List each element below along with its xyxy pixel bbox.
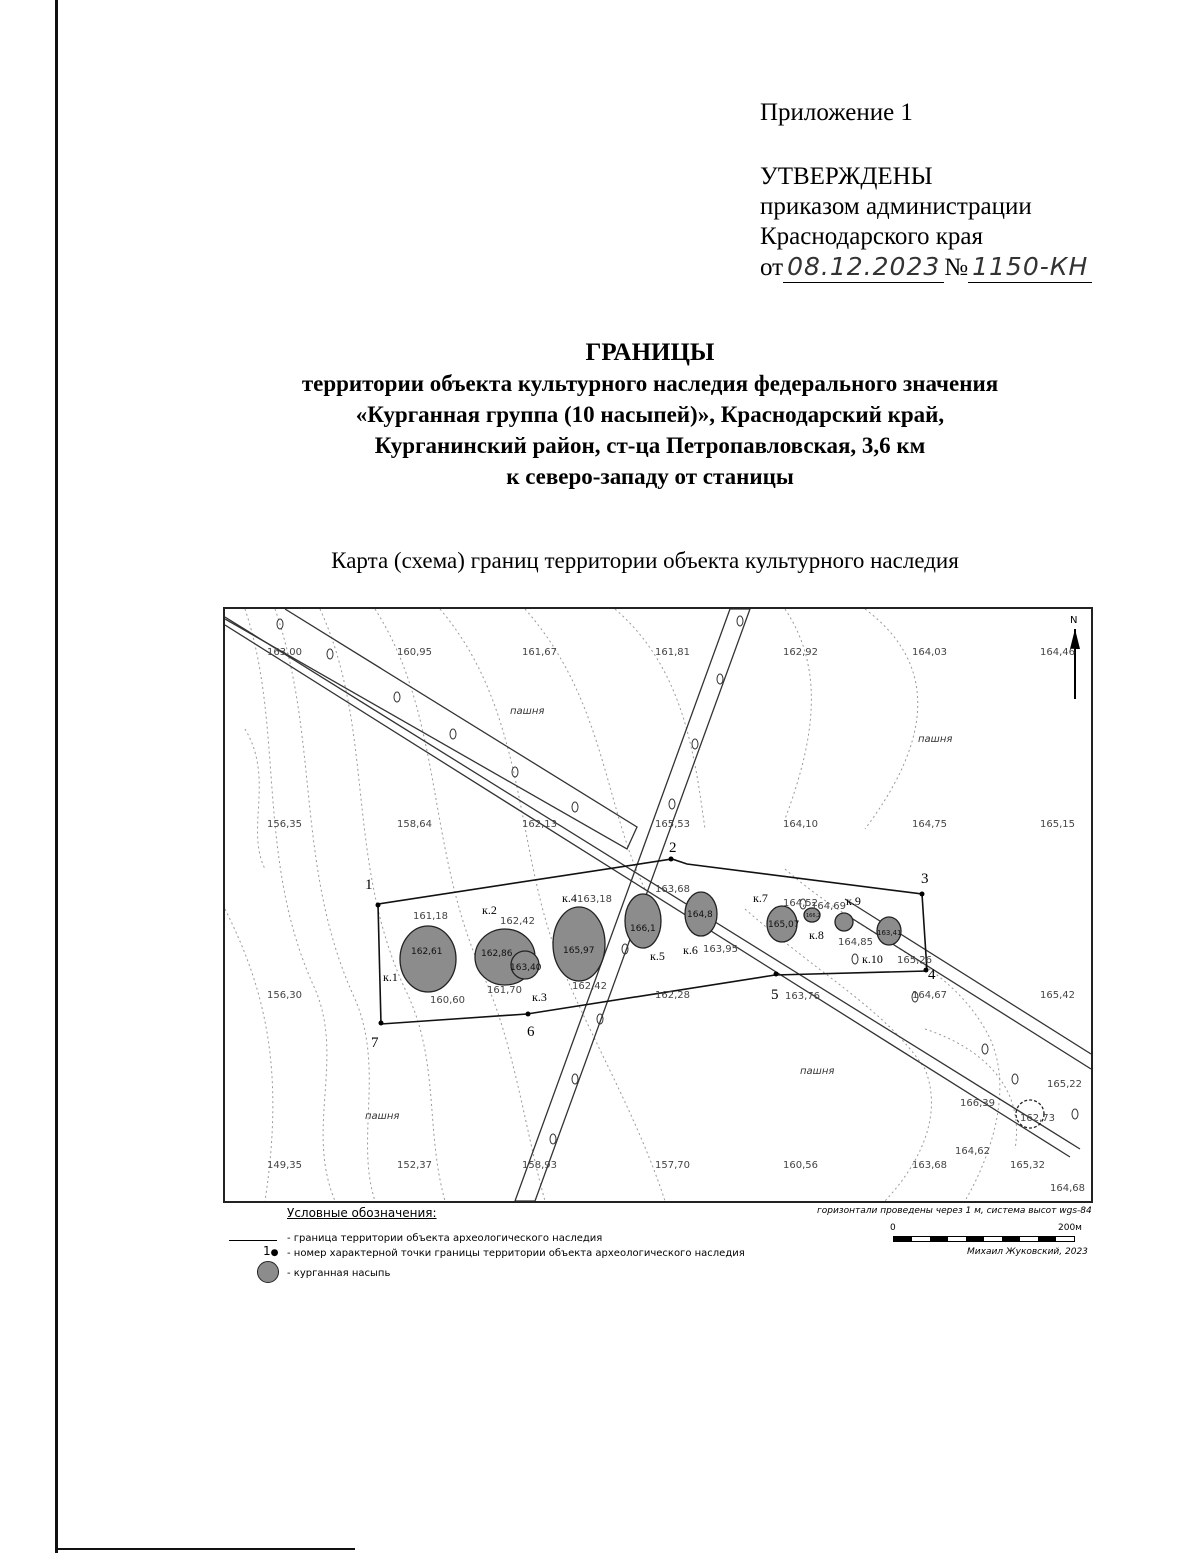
mound-label: к.5 bbox=[650, 949, 665, 963]
mound-height: 162,86 bbox=[481, 949, 513, 959]
mound-label: к.7 bbox=[753, 891, 768, 905]
point-number: 6 bbox=[527, 1024, 535, 1040]
mound-label: к.9 bbox=[846, 894, 861, 908]
legend-point-symbol: 1● bbox=[263, 1244, 279, 1258]
elevation-label: 166,39 bbox=[960, 1098, 995, 1109]
elevation-label: 164,68 bbox=[1050, 1183, 1085, 1194]
elevation-label: 165,15 bbox=[1040, 819, 1075, 830]
legend-title: Условные обозначения: bbox=[287, 1206, 437, 1220]
approved-by-label: приказом администрации bbox=[760, 193, 1032, 220]
map-source-note: горизонтали проведены через 1 м, система высот wgs-84 bbox=[817, 1206, 1092, 1216]
legend-boundary-text: - граница территории объекта археологического наследия bbox=[287, 1233, 603, 1244]
elevation-label: 157,70 bbox=[655, 1160, 690, 1171]
title-line-1: территории объекта культурного наследия федерального значения bbox=[301, 371, 999, 396]
mound-9 bbox=[835, 913, 853, 931]
point-number: 3 bbox=[921, 871, 929, 887]
elevation-label: 164,62 bbox=[955, 1146, 990, 1157]
scan-bottom-edge bbox=[55, 1548, 355, 1550]
elevation-label: 156,30 bbox=[267, 990, 302, 1001]
elevation-label: 163,68 bbox=[655, 884, 690, 895]
map-legend bbox=[225, 1206, 1125, 1296]
elevation-label: 165,42 bbox=[1040, 990, 1075, 1001]
elevation-label: 152,37 bbox=[397, 1160, 432, 1171]
elevation-label: 158,93 bbox=[522, 1160, 557, 1171]
scale-max: 200м bbox=[1058, 1223, 1082, 1233]
point-number: 7 bbox=[371, 1035, 379, 1051]
mound-label: к.1 bbox=[383, 970, 398, 984]
elevation-label: 163,76 bbox=[785, 991, 820, 1002]
elevation-label: 158,64 bbox=[397, 819, 432, 830]
elevation-label: 162,73 bbox=[1020, 1113, 1055, 1124]
mound-height: 163,41 bbox=[877, 929, 902, 937]
mound-height: 163,40 bbox=[510, 963, 542, 973]
legend-boundary-line bbox=[229, 1240, 277, 1241]
number-prefix: № bbox=[944, 254, 969, 281]
mound-1 bbox=[400, 926, 456, 992]
elevation-label: 156,35 bbox=[267, 819, 302, 830]
tree-symbols bbox=[277, 616, 1078, 1144]
land-label: пашня bbox=[918, 734, 953, 745]
elevation-label: 163,18 bbox=[577, 894, 612, 905]
elevation-label: 161,67 bbox=[522, 647, 557, 658]
elevation-label: 164,03 bbox=[912, 647, 947, 658]
north-label: N bbox=[1070, 615, 1078, 626]
elevation-label: 164,10 bbox=[783, 819, 818, 830]
map-author: Михаил Жуковский, 2023 bbox=[967, 1247, 1088, 1257]
elevation-label: 165,22 bbox=[1047, 1079, 1082, 1090]
elevation-label: 164,46 bbox=[1040, 647, 1075, 658]
title-line-3: Курганинский район, ст-ца Петропавловская, 3,6 км bbox=[374, 433, 926, 458]
order-number: 1150-КН bbox=[968, 252, 1092, 283]
mound-height: 165,07 bbox=[768, 920, 800, 930]
mound-5 bbox=[625, 894, 661, 948]
mound-label: к.2 bbox=[482, 903, 497, 917]
mound-label: к.10 bbox=[862, 952, 883, 966]
mound-height: 165,97 bbox=[563, 946, 595, 956]
elevation-label: 164,52 bbox=[783, 898, 818, 909]
legend-mound-text: - курганная насыпь bbox=[287, 1268, 391, 1279]
mound-height: 164,8 bbox=[687, 910, 713, 920]
legend-point-text: - номер характерной точки границы территории объекта археологического наследия bbox=[287, 1248, 745, 1259]
scan-left-edge bbox=[55, 0, 58, 1553]
mound-label: к.4 bbox=[562, 891, 577, 905]
mound-4 bbox=[553, 907, 605, 981]
order-date: 08.12.2023 bbox=[783, 252, 944, 283]
elevation-label: 149,35 bbox=[267, 1160, 302, 1171]
mound-height: 166,1 bbox=[630, 924, 656, 934]
elevation-label: 160,60 bbox=[430, 995, 465, 1006]
elevation-label: 164,75 bbox=[912, 819, 947, 830]
elevation-label: 161,81 bbox=[655, 647, 690, 658]
elevation-label: 160,95 bbox=[397, 647, 432, 658]
title-line-2: «Курганная группа (10 насыпей)», Краснодарский край, bbox=[355, 402, 945, 427]
point-number: 5 bbox=[771, 987, 779, 1003]
mound-label: к.6 bbox=[683, 943, 698, 957]
order-date-line bbox=[760, 252, 1092, 283]
elevation-label: 163,68 bbox=[912, 1160, 947, 1171]
mound-height: 166,2 bbox=[806, 913, 821, 919]
point-number: 2 bbox=[669, 840, 677, 856]
contour-lines bbox=[225, 609, 1017, 1201]
map-svg bbox=[225, 609, 1091, 1201]
elevation-label: 161,70 bbox=[487, 985, 522, 996]
from-prefix: от bbox=[760, 254, 784, 281]
elevation-label: 162,13 bbox=[522, 819, 557, 830]
approval-block bbox=[760, 98, 1092, 283]
region-label: Краснодарского края bbox=[760, 223, 983, 250]
legend-point-number: 1 bbox=[263, 1244, 271, 1258]
elevation-label: 164,85 bbox=[838, 937, 873, 948]
elevation-label: 162,92 bbox=[783, 647, 818, 658]
land-label: пашня bbox=[365, 1111, 400, 1122]
elevation-label: 165,53 bbox=[655, 819, 690, 830]
land-label: пашня bbox=[510, 706, 545, 717]
elevation-label: 163,00 bbox=[267, 647, 302, 658]
document-title bbox=[0, 337, 1200, 492]
mound-label: к.8 bbox=[809, 928, 824, 942]
point-number: 1 bbox=[365, 877, 373, 893]
scale-bar bbox=[893, 1236, 1075, 1242]
elevation-label: 162,42 bbox=[572, 981, 607, 992]
title-line-4: к северо-западу от станицы bbox=[506, 464, 794, 489]
elevation-label: 162,42 bbox=[500, 916, 535, 927]
boundary-map bbox=[223, 607, 1093, 1203]
appendix-label: Приложение 1 bbox=[760, 99, 913, 126]
map-caption: Карта (схема) границ территории объекта культурного наследия bbox=[331, 548, 959, 573]
mound-height: 162,61 bbox=[411, 947, 443, 957]
elevation-label: 164,69 bbox=[811, 901, 846, 912]
mound-label: к.3 bbox=[532, 990, 547, 1004]
elevation-label: 163,95 bbox=[703, 944, 738, 955]
elevation-label: 165,26 bbox=[897, 955, 932, 966]
title-heading: ГРАНИЦЫ bbox=[585, 339, 715, 366]
land-label: пашня bbox=[800, 1066, 835, 1077]
elevation-label: 162,28 bbox=[655, 990, 690, 1001]
elevation-label: 164,67 bbox=[912, 990, 947, 1001]
elevation-label: 160,56 bbox=[783, 1160, 818, 1171]
legend-mound-symbol bbox=[257, 1261, 279, 1283]
scale-zero: 0 bbox=[890, 1223, 896, 1233]
approved-label: УТВЕРЖДЕНЫ bbox=[760, 163, 933, 190]
elevation-label: 165,32 bbox=[1010, 1160, 1045, 1171]
elevation-label: 161,18 bbox=[413, 911, 448, 922]
point-number: 4 bbox=[928, 967, 936, 983]
